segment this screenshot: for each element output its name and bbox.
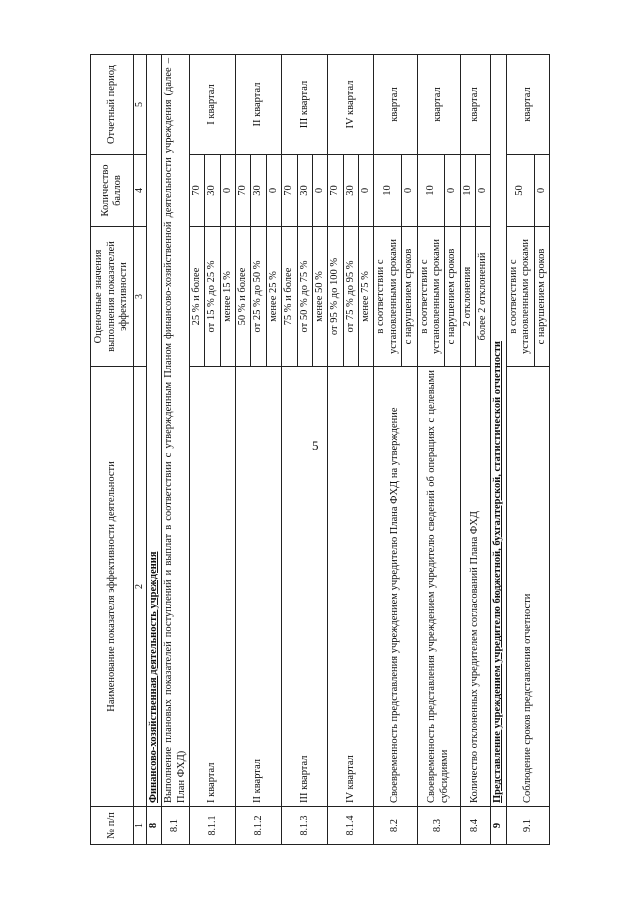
row-8-4-name: Количество отклоненных учредителем согласований Плана ФХД <box>460 367 491 807</box>
performance-indicators-table <box>90 54 550 845</box>
row-8-2-name: Своевременность представления учреждением учредителю Плана ФХД на утверждение <box>374 367 417 807</box>
col-number-5: 5 <box>134 55 147 155</box>
row-9-1 <box>506 55 534 845</box>
value: менее 25 % <box>266 227 281 367</box>
row-8-1-1-name: I квартал <box>189 367 235 807</box>
period: IV квартал <box>328 55 374 155</box>
row-8-1-1-num: 8.1.1 <box>189 807 235 845</box>
row-8-3 <box>417 55 445 845</box>
row-8-4-num: 8.4 <box>460 807 491 845</box>
row-8-1-4-name: IV квартал <box>328 367 374 807</box>
row-8-1-4-num: 8.1.4 <box>328 807 374 845</box>
row-8-2-num: 8.2 <box>374 807 417 845</box>
period: квартал <box>417 55 460 155</box>
value: 2 отклонения <box>460 227 475 367</box>
points: 70 <box>328 155 343 227</box>
row-9-1-num: 9.1 <box>506 807 549 845</box>
value: в соответствии с установленными сроками <box>417 227 445 367</box>
points: 70 <box>189 155 204 227</box>
col-number-1: 1 <box>134 807 147 845</box>
value: с нарушением сроков <box>445 227 460 367</box>
row-8-1-2 <box>236 55 251 845</box>
points: 70 <box>282 155 297 227</box>
value: менее 75 % <box>359 227 374 367</box>
points: 0 <box>266 155 281 227</box>
period: квартал <box>460 55 491 155</box>
header-row <box>91 55 134 845</box>
value: от 95 % до 100 % <box>328 227 343 367</box>
value: более 2 отклонений <box>476 227 491 367</box>
value: менее 50 % <box>312 227 327 367</box>
points: 30 <box>343 155 358 227</box>
value: 50 % и более <box>236 227 251 367</box>
row-8-1-3-num: 8.1.3 <box>282 807 328 845</box>
value: в соответствии с установленными сроками <box>506 227 534 367</box>
row-8-4 <box>460 55 475 845</box>
row-8-1-3-name: III квартал <box>282 367 328 807</box>
section-8-title: Финансово-хозяйственная деятельность учреждения <box>146 55 161 807</box>
row-8-1-2-name: II квартал <box>236 367 282 807</box>
header-name: Наименование показателя эффективности деятельности <box>91 367 134 807</box>
points: 0 <box>534 155 549 227</box>
row-8-1 <box>162 55 190 845</box>
row-8-1-text: Выполнение плановых показателей поступлений и выплат в соответствии с утвержденным Планом финансово-хозяйственной деятельности учреждения (далее – План ФХД) <box>162 55 190 807</box>
points: 0 <box>476 155 491 227</box>
row-8-3-name: Своевременность представления учреждением учредителю сведений об операциях с целевыми субсидиями <box>417 367 460 807</box>
points: 50 <box>506 155 534 227</box>
value: с нарушением сроков <box>534 227 549 367</box>
section-8-row <box>146 55 161 845</box>
value: в соответствии с установленными сроками <box>374 227 402 367</box>
col-number-2: 2 <box>134 367 147 807</box>
column-numbers-row <box>134 55 147 845</box>
points: 0 <box>402 155 417 227</box>
row-8-1-1 <box>189 55 204 845</box>
points: 0 <box>359 155 374 227</box>
points: 0 <box>312 155 327 227</box>
points: 10 <box>460 155 475 227</box>
points: 70 <box>236 155 251 227</box>
value: менее 15 % <box>220 227 235 367</box>
period: II квартал <box>236 55 282 155</box>
points: 30 <box>251 155 266 227</box>
value: 25 % и более <box>189 227 204 367</box>
points: 0 <box>220 155 235 227</box>
header-num: № п/п <box>91 807 134 845</box>
row-9-1-name: Соблюдение сроков представления отчетности <box>506 367 549 807</box>
period: III квартал <box>282 55 328 155</box>
col-number-4: 4 <box>134 155 147 227</box>
points: 10 <box>417 155 445 227</box>
header-period: Отчетный период <box>91 55 134 155</box>
header-values: Оценочные значения выполнения показателей эффективности <box>91 227 134 367</box>
period: квартал <box>506 55 549 155</box>
row-8-1-num: 8.1 <box>162 807 190 845</box>
value: от 50 % до 75 % <box>297 227 312 367</box>
section-9-title: Представление учреждением учредителю бюджетной, бухгалтерской, статистической отчетности <box>491 55 506 807</box>
row-8-1-2-num: 8.1.2 <box>236 807 282 845</box>
value: 75 % и более <box>282 227 297 367</box>
period: квартал <box>374 55 417 155</box>
row-8-2 <box>374 55 402 845</box>
value: от 15 % до 25 % <box>205 227 220 367</box>
row-8-1-4 <box>328 55 343 845</box>
points: 30 <box>297 155 312 227</box>
header-points: Количество баллов <box>91 155 134 227</box>
points: 30 <box>205 155 220 227</box>
row-8-1-3 <box>282 55 297 845</box>
value: от 25 % до 50 % <box>251 227 266 367</box>
page-number: 5 <box>312 438 319 453</box>
col-number-3: 3 <box>134 227 147 367</box>
section-9-row <box>491 55 506 845</box>
rotated-table-container <box>90 55 630 845</box>
row-8-3-num: 8.3 <box>417 807 460 845</box>
value: с нарушением сроков <box>402 227 417 367</box>
points: 0 <box>445 155 460 227</box>
section-8-num: 8 <box>146 807 161 845</box>
value: от 75 % до 95 % <box>343 227 358 367</box>
period: I квартал <box>189 55 235 155</box>
points: 10 <box>374 155 402 227</box>
section-9-num: 9 <box>491 807 506 845</box>
